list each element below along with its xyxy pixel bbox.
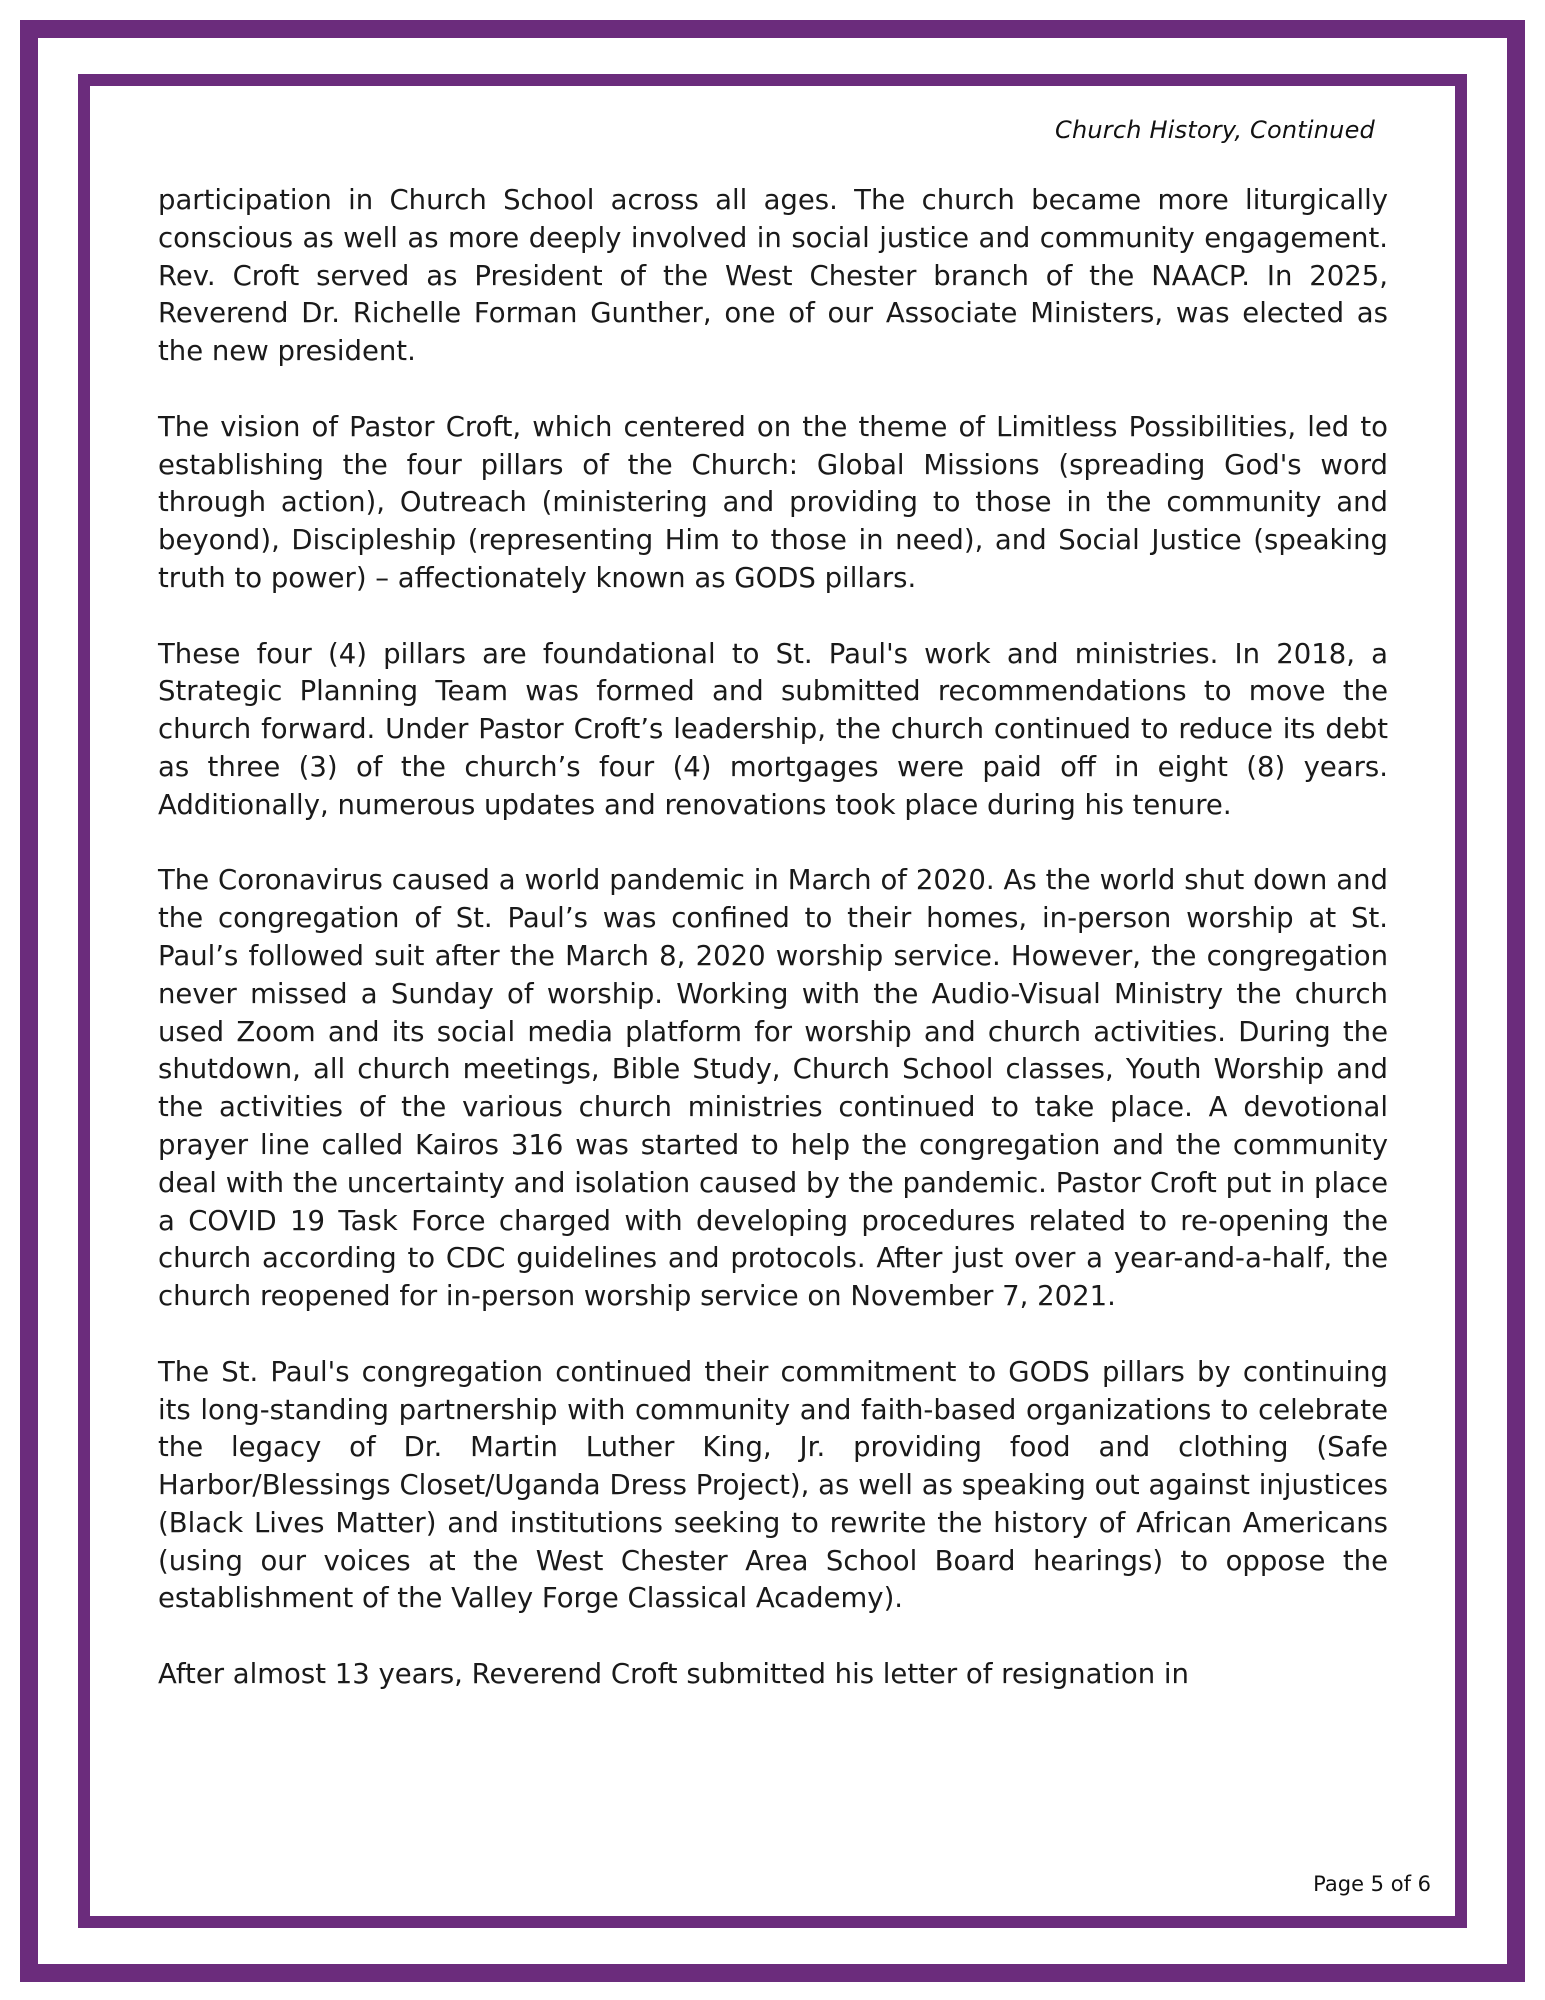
paragraph: The vision of Pastor Croft, which centered on the theme of Limitless Possibilities, led to establishing the four pillars of the Church: Global Missions (spreading God's word through action), Outreach (ministering and providing to those in the community and beyond), Discipleship (representing Him to those in need), and Social Justice (speaking truth to power) – affectionately known as GODS pillars.: [158, 410, 1388, 594]
page-content: [90, 86, 1455, 1916]
paragraph: These four (4) pillars are foundational to St. Paul's work and ministries. In 2018, a Strategic Planning Team was formed and submitted recommendations to move the church forward. Under Pastor Croft’s leadership, the church continued to reduce its debt as three (3) of the church’s four (4) mortgages were paid off in eight (8) years. Additionally, numerous updates and renovations took place during his tenure.: [158, 637, 1388, 821]
paragraph: The St. Paul's congregation continued their commitment to GODS pillars by continuing its long-standing partnership with community and faith-based organizations to celebrate the legacy of Dr. Martin Luther King, Jr. providing food and clothing (Safe Harbor/Blessings Closet/Uganda Dress Project), as well as speaking out against injustices (Black Lives Matter) and institutions seeking to rewrite the history of African Americans (using our voices at the West Chester Area School Board hearings) to oppose the establishment of the Valley Forge Classical Academy).: [158, 1355, 1388, 1615]
running-header: Church History, Continued: [1054, 116, 1375, 144]
paragraph: The Coronavirus caused a world pandemic in March of 2020. As the world shut down and the congregation of St. Paul’s was confined to their homes, in-person worship at St. Paul’s followed suit after the March 8, 2020 worship service. However, the congregation never missed a Sunday of worship. Working with the Audio-Visual Ministry the church used Zoom and its social media platform for worship and church activities. During the shutdown, all church meetings, Bible Study, Church School classes, Youth Worship and the activities of the various church ministries continued to take place. A devotional prayer line called Kairos 316 was started to help the congregation and the community deal with the uncertainty and isolation caused by the pandemic. Pastor Croft put in place a COVID 19 Task Force charged with developing procedures related to re-opening the church according to CDC guidelines and protocols. After just over a year-and-a-half, the church reopened for in-person worship service on November 7, 2021.: [158, 864, 1388, 1313]
page-number: Page 5 of 6: [1313, 1872, 1431, 1896]
paragraph-last: After almost 13 years, Reverend Croft submitted his letter of resignation in: [158, 1658, 1189, 1691]
border-gap: [38, 38, 1507, 1964]
inner-page-border: [78, 74, 1467, 1928]
body-text: [158, 182, 1388, 1732]
paragraph: participation in Church School across all ages. The church became more liturgically conscious as well as more deeply involved in social justice and community engagement. Rev. Croft served as President of the West Chester branch of the NAACP. In 2025, Reverend Dr. Richelle Forman Gunther, one of our Associate Ministers, was elected as the new president.: [158, 184, 1388, 368]
outer-page-border: [20, 20, 1525, 1982]
